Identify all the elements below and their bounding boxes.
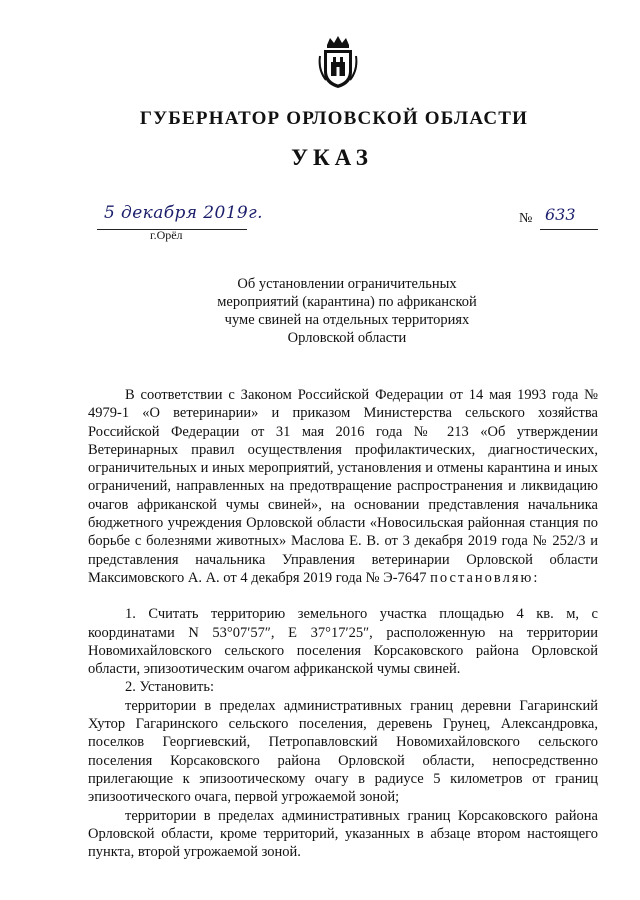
coat-of-arms-emblem <box>318 34 358 90</box>
item-2-first-zone-paragraph: территории в пределах административных границ деревни Гагаринский Хутор Гагаринского сельского поселения, деревень Грунец, Александровка, поселков Георгиевский, Петропавловский Новомихайловского сельского поселения Корсаковского района Орловской области, непосредственно прилегающие к эпизоотическому очагу в радиусе 5 километров от границ эпизоотического очага, первой угрожаемой зоной; <box>88 697 598 806</box>
document-subject <box>190 275 504 347</box>
number-label: № <box>519 211 533 226</box>
document-number: 633 <box>545 205 576 224</box>
document-type-title: УКАЗ <box>291 145 373 170</box>
preamble-paragraph <box>88 386 598 587</box>
issuer-title: ГУБЕРНАТОР ОРЛОВСКОЙ ОБЛАСТИ <box>139 108 529 129</box>
orel-oblast-coat-of-arms-icon <box>318 34 358 90</box>
preamble-text: В соответствии с Законом Российской Федерации от 14 мая 1993 года № 4979-1 «О ветеринарии» и приказом Министерства сельского хозяйства Российской Федерации от 31 мая 2016 года № 213 «Об утверждении Ветеринарных правил осуществления профилактических, диагностических, ограничительных и иных мероприятий, установления и отмены карантина и иных ограничений, направленных на предотвращение распространения и ликвидацию очагов африканской чумы свиней», на основании представления начальника бюджетного учреждения Орловской области «Новосильская районная станция по борьбе с болезнями животных» Маслова Е. В. от 3 декабря 2019 года № 252/3 и представления начальника Управления ветеринарии Орловской области Максимовского А. А. от 4 декабря 2019 года № Э-7647 <box>88 387 598 586</box>
subject-line: мероприятий (карантина) по африканской <box>217 294 477 310</box>
item-2-second-zone-paragraph: территории в пределах административных границ Корсаковского района Орловской области, кроме территорий, указанных в абзаце втором настоящего пункта, второй угрожаемой зоной. <box>88 807 598 861</box>
subject-line: Орловской области <box>287 330 407 346</box>
document-date: 5 декабря 2019г. <box>104 203 263 223</box>
subject-line: Об установлении ограничительных <box>237 276 457 292</box>
decree-word: постановляю: <box>430 569 540 586</box>
item-1-paragraph: 1. Считать территорию земельного участка площадью 4 кв. м, с координатами N 53°07′57″, E 37°17′25″, расположенную на территории Новомихайловского сельского поселения Корсаковского района Орловской области, эпизоотическим очагом африканской чумы свиней. <box>88 606 598 678</box>
document-body <box>88 386 598 861</box>
subject-line: чуме свиней на отдельных территориях <box>224 312 470 328</box>
document-city: г.Орёл <box>150 228 183 242</box>
item-2-heading: 2. Установить: <box>125 679 215 696</box>
